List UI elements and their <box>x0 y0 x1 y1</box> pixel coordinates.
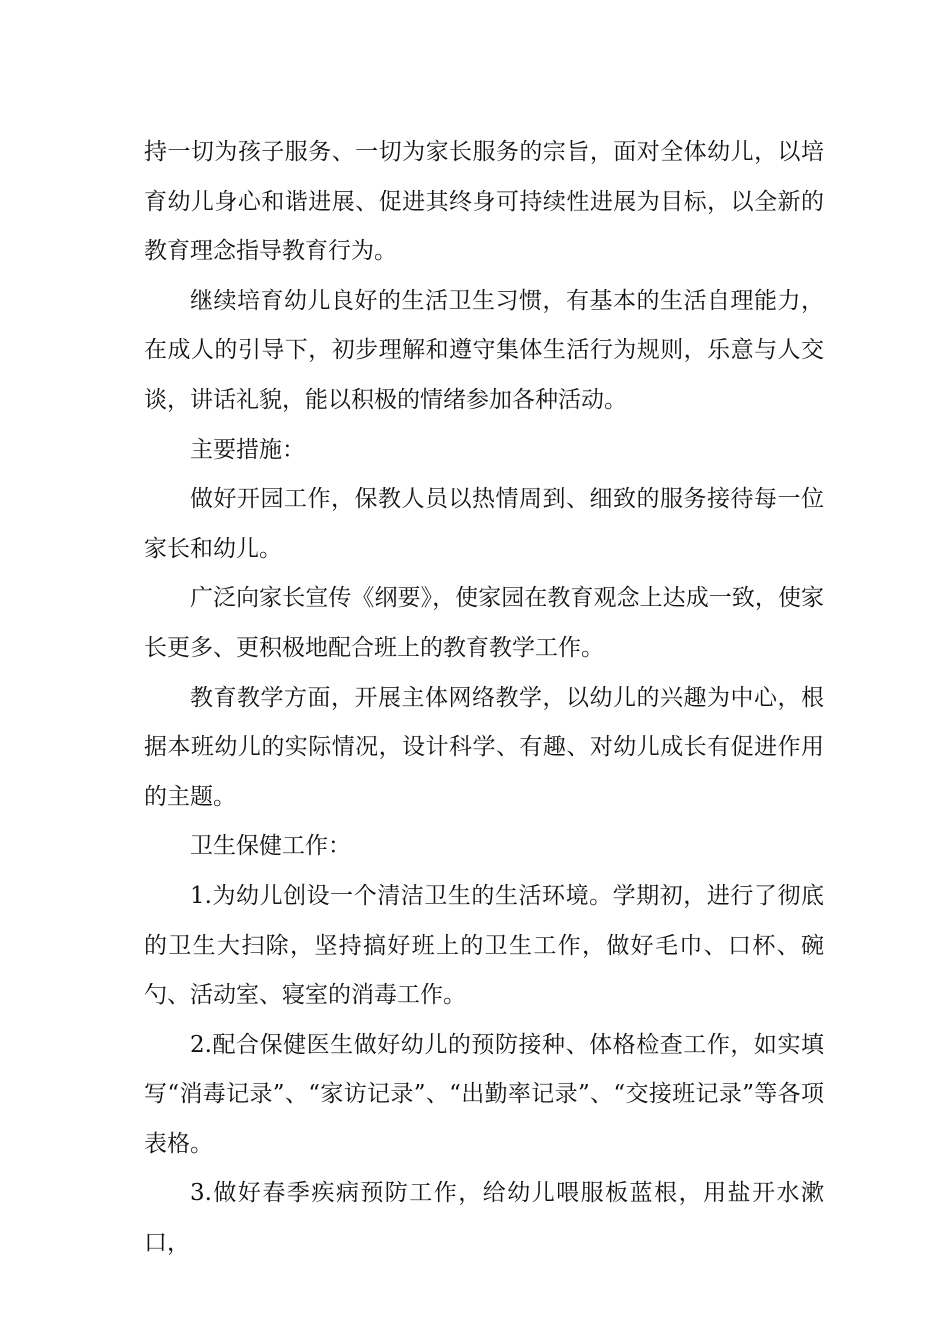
list-item-2: 2.配合保健医生做好幼儿的预防接种、体格检查工作，如实填写“消毒记录”、“家访记录”、“出勤率记录”、“交接班记录”等各项表格。 <box>144 1031 824 1157</box>
paragraph-hygiene-habits: 继续培育幼儿良好的生活卫生习惯，有基本的生活自理能力，在成人的引导下，初步理解和遵守集体生活行为规则，乐意与人交谈，讲话礼貌，能以积极的情绪参加各种活动。 <box>144 287 824 413</box>
heading-health-care: 卫生保健工作： <box>190 833 351 860</box>
paragraph-opening-work: 做好开园工作，保教人员以热情周到、细致的服务接待每一位家长和幼儿。 <box>144 486 824 562</box>
list-item-1: 1.为幼儿创设一个清洁卫生的生活环境。学期初，进行了彻底的卫生大扫除，坚持搞好班上的卫生工作，做好毛巾、口杯、碗勺、活动室、寝室的消毒工作。 <box>144 882 824 1009</box>
document-body <box>144 128 824 1269</box>
heading-main-measures: 主要措施： <box>190 436 305 463</box>
paragraph-parent-outreach: 广泛向家长宣传《纲要》，使家园在教育观念上达成一致，使家长更多、更积极地配合班上的教育教学工作。 <box>144 585 824 661</box>
paragraph-teaching: 教育教学方面，开展主体网络教学，以幼儿的兴趣为中心，根据本班幼儿的实际情况，设计科学、有趣、对幼儿成长有促进作用的主题。 <box>144 684 824 810</box>
list-item-3: 3.做好春季疾病预防工作，给幼儿喂服板蓝根，用盐开水漱口， <box>144 1180 824 1257</box>
paragraph-service-aim: 持一切为孩子服务、一切为家长服务的宗旨，面对全体幼儿，以培育幼儿身心和谐进展、促进其终身可持续性进展为目标，以全新的教育理念指导教育行为。 <box>144 139 824 265</box>
